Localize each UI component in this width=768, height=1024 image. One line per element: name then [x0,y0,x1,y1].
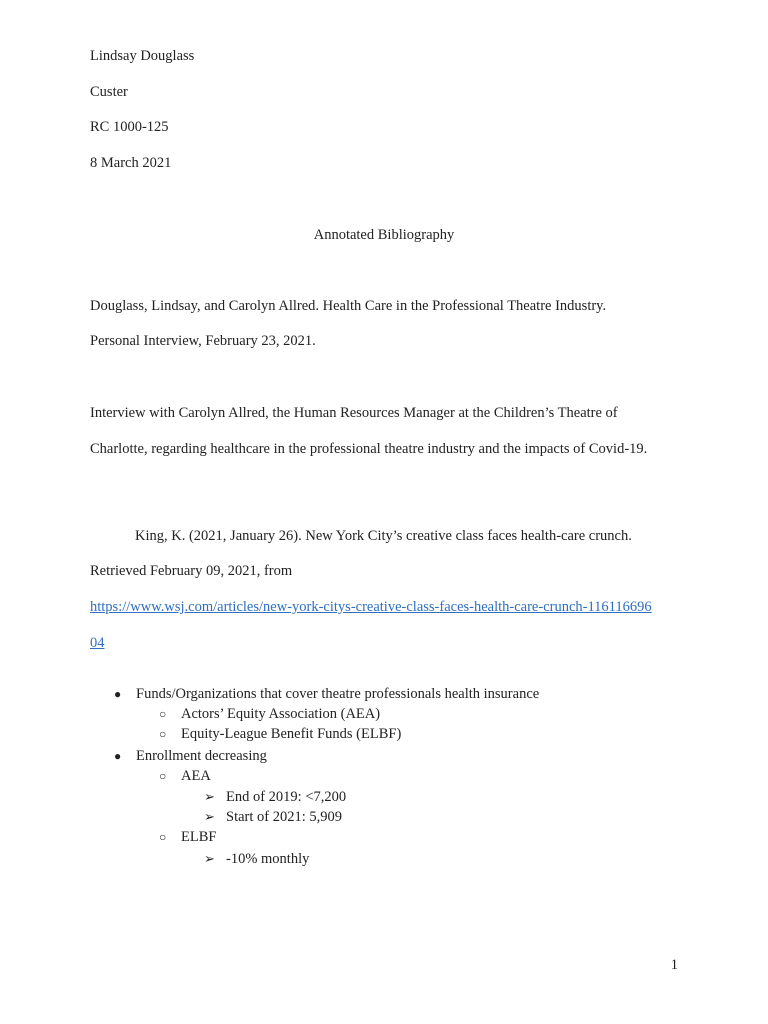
list-item [114,747,267,765]
article-url-link[interactable]: https://www.wsj.com/articles/new-york-citys-creative-class-faces-health-care-crunch-116116696 [90,599,652,615]
list-item-text: Equity-League Benefit Funds (ELBF) [181,726,402,742]
list-item [159,705,380,723]
list-item [204,788,346,806]
page-title: Annotated Bibliography [313,227,455,243]
circle-marker: ○ [159,769,167,783]
course-code: RC 1000-125 [90,119,169,135]
entry1-citation-line1: Douglass, Lindsay, and Carolyn Allred. Health Care in the Professional Theatre Industry. [90,298,607,314]
arrow-marker-icon: ➢ [204,851,215,866]
list-item-text: -10% monthly [226,851,310,867]
page-number: 1 [670,957,678,973]
instructor-name: Custer [90,84,128,100]
list-item [159,828,216,846]
circle-marker: ○ [159,830,167,844]
entry1-annotation-line2: Charlotte, regarding healthcare in the professional theatre industry and the impacts of Covid-19. [90,441,648,457]
entry2-citation-line1: King, K. (2021, January 26). New York City’s creative class faces health-care crunch. [135,528,632,544]
arrow-marker-icon: ➢ [204,789,215,804]
list-item [204,808,342,826]
arrow-marker-icon: ➢ [204,809,215,824]
list-item-text: AEA [181,768,211,784]
circle-marker: ○ [159,707,167,721]
bullet-marker: ● [114,749,122,763]
author-name: Lindsay Douglass [90,48,195,64]
list-item-text: Actors’ Equity Association (AEA) [181,706,381,722]
list-item [159,725,401,743]
bullet-marker: ● [114,687,122,701]
list-item-text: Start of 2021: 5,909 [226,809,342,825]
entry2-citation-line2: Retrieved February 09, 2021, from [90,563,293,579]
document-date: 8 March 2021 [90,155,172,171]
entry1-citation-line2: Personal Interview, February 23, 2021. [90,333,316,349]
entry1-annotation-line1: Interview with Carolyn Allred, the Human Resources Manager at the Children’s Theatre of [90,405,618,421]
article-url-link-continued[interactable]: 04 [90,635,105,651]
list-item-text: Funds/Organizations that cover theatre professionals health insurance [136,686,540,702]
list-item-text: ELBF [181,829,217,845]
list-item [204,850,309,868]
list-item [114,685,539,703]
list-item-text: Enrollment decreasing [136,748,267,764]
circle-marker: ○ [159,727,167,741]
list-item [159,767,211,785]
list-item-text: End of 2019: <7,200 [226,789,347,805]
